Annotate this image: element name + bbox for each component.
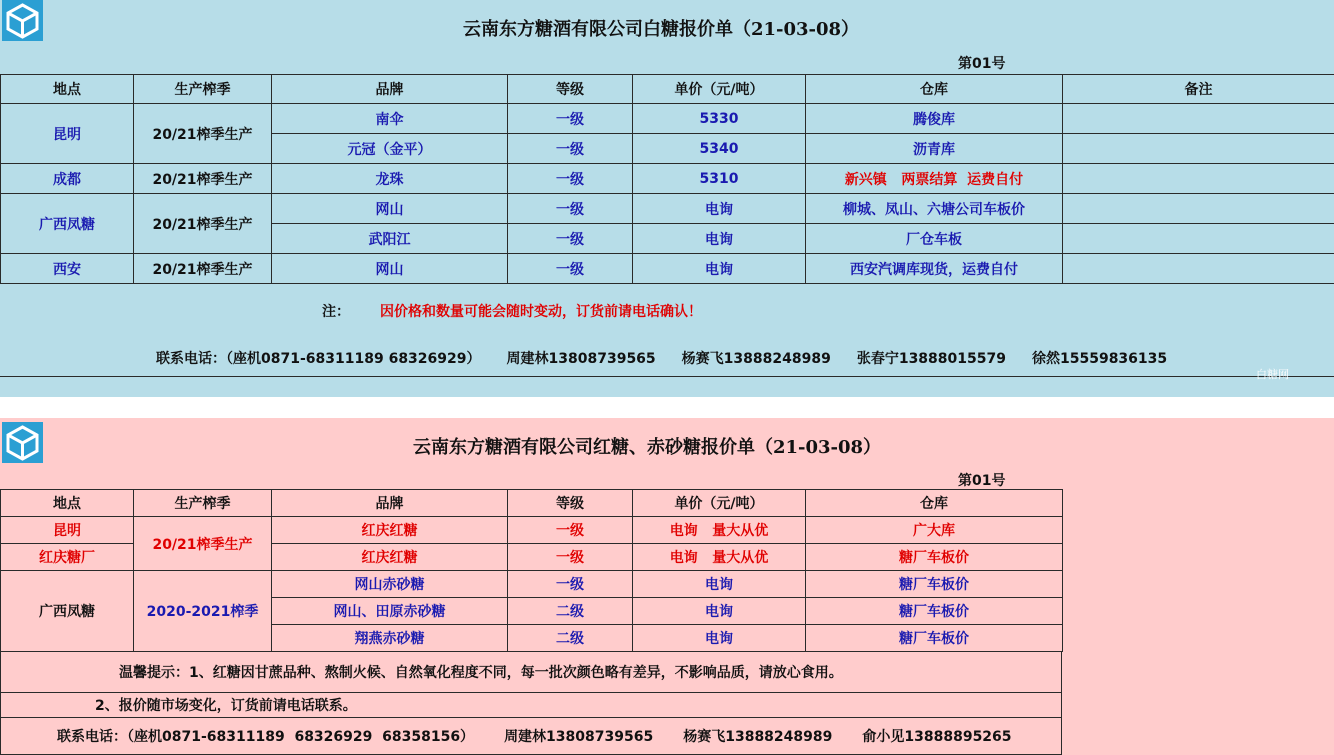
season-cell: 20/21榨季生产 — [134, 254, 272, 284]
grade-cell: 一级 — [508, 517, 633, 544]
price-cell: 5340 — [633, 134, 806, 164]
brand-cell: 网山、田原赤砂糖 — [272, 598, 508, 625]
remark-cell — [1063, 104, 1334, 134]
price-cell: 电询 — [633, 625, 806, 652]
brand-cell: 网山 — [272, 254, 508, 284]
brand-cell: 网山 — [272, 194, 508, 224]
remark-cell — [1063, 254, 1334, 284]
column-header: 等级 — [508, 75, 633, 104]
notice-label: 注： — [322, 304, 350, 320]
table-row — [1, 104, 1334, 134]
column-header: 单价（元/吨） — [633, 75, 806, 104]
notice-text: 因价格和数量可能会随时变动，订货前请电话确认！ — [380, 304, 702, 320]
column-header: 地点 — [1, 490, 134, 517]
warehouse-cell: 糖厂车板价 — [806, 544, 1063, 571]
table-row — [1, 194, 1334, 224]
column-header: 备注 — [1063, 75, 1334, 104]
location-cell: 昆明 — [1, 517, 134, 544]
warehouse-cell: 柳城、凤山、六塘公司车板价 — [806, 194, 1063, 224]
column-header: 生产榨季 — [134, 75, 272, 104]
remark-cell — [1063, 164, 1334, 194]
price-cell: 电询 量大从优 — [633, 517, 806, 544]
warehouse-cell: 西安汽调库现货，运费自付 — [806, 254, 1063, 284]
location-cell: 广西凤糖 — [1, 571, 134, 652]
brand-cell: 武阳江 — [272, 224, 508, 254]
price-cell: 5310 — [633, 164, 806, 194]
warehouse-cell: 沥青库 — [806, 134, 1063, 164]
divider — [0, 376, 1334, 377]
column-header: 单价（元/吨） — [633, 490, 806, 517]
warehouse-cell: 厂仓车板 — [806, 224, 1063, 254]
location-cell: 广西凤糖 — [1, 194, 134, 254]
price-cell: 电询 — [633, 194, 806, 224]
grade-cell: 二级 — [508, 625, 633, 652]
contact-label: 联系电话：（座机0871-68311189 68326929 68358156） — [57, 729, 475, 745]
grade-cell: 一级 — [508, 544, 633, 571]
contact-info — [0, 718, 1062, 755]
warehouse-cell: 糖厂车板价 — [806, 571, 1063, 598]
location-cell: 昆明 — [1, 104, 134, 164]
table-row — [1, 571, 1063, 598]
grade-cell: 一级 — [508, 104, 633, 134]
brand-cell: 红庆红糖 — [272, 544, 508, 571]
brand-cell: 红庆红糖 — [272, 517, 508, 544]
warehouse-cell: 腾俊库 — [806, 104, 1063, 134]
price-cell: 电询 — [633, 254, 806, 284]
grade-cell: 一级 — [508, 571, 633, 598]
brand-cell: 网山赤砂糖 — [272, 571, 508, 598]
contact-info — [156, 348, 1334, 368]
column-header: 品牌 — [272, 490, 508, 517]
document-number: 第01号 — [958, 473, 1006, 489]
watermark: 白糖网 — [1256, 368, 1289, 381]
grade-cell: 二级 — [508, 598, 633, 625]
remark-cell — [1063, 134, 1334, 164]
contact-person: 周建林13808739565 — [506, 351, 656, 367]
location-cell: 西安 — [1, 254, 134, 284]
grade-cell: 一级 — [508, 194, 633, 224]
brand-cell: 翔燕赤砂糖 — [272, 625, 508, 652]
warehouse-cell: 新兴镇 两票结算 运费自付 — [806, 164, 1063, 194]
white-sugar-price-table — [0, 74, 1334, 284]
season-cell: 20/21榨季生产 — [134, 104, 272, 164]
contact-person: 杨赛飞13888248989 — [683, 729, 833, 745]
column-header: 品牌 — [272, 75, 508, 104]
price-cell: 电询 量大从优 — [633, 544, 806, 571]
column-header: 仓库 — [806, 490, 1063, 517]
grade-cell: 一级 — [508, 224, 633, 254]
contact-label: 联系电话：（座机0871-68311189 68326929） — [156, 351, 481, 367]
table-row — [1, 254, 1334, 284]
location-cell: 成都 — [1, 164, 134, 194]
warm-tip-2: 2、报价随市场变化，订货前请电话联系。 — [0, 693, 1062, 718]
column-header: 生产榨季 — [134, 490, 272, 517]
grade-cell: 一级 — [508, 164, 633, 194]
location-cell: 红庆糖厂 — [1, 544, 134, 571]
table-row — [1, 164, 1334, 194]
remark-cell — [1063, 194, 1334, 224]
remark-cell — [1063, 224, 1334, 254]
warehouse-cell: 糖厂车板价 — [806, 598, 1063, 625]
column-header: 等级 — [508, 490, 633, 517]
grade-cell: 一级 — [508, 254, 633, 284]
price-cell: 电询 — [633, 224, 806, 254]
season-cell: 20/21榨季生产 — [134, 194, 272, 254]
brown-sugar-price-table — [0, 489, 1063, 652]
grade-cell: 一级 — [508, 134, 633, 164]
contact-person: 张春宁13888015579 — [856, 351, 1006, 367]
notice — [322, 301, 1334, 321]
price-cell: 电询 — [633, 571, 806, 598]
brand-cell: 龙珠 — [272, 164, 508, 194]
season-cell: 2020-2021榨季 — [134, 571, 272, 652]
season-cell: 20/21榨季生产 — [134, 164, 272, 194]
price-cell: 5330 — [633, 104, 806, 134]
table-header-row — [1, 75, 1334, 104]
contact-person: 徐然15559836135 — [1031, 351, 1168, 367]
brand-cell: 南伞 — [272, 104, 508, 134]
column-header: 仓库 — [806, 75, 1063, 104]
page-title: 云南东方糖酒有限公司白糖报价单（21-03-08） — [462, 19, 860, 40]
page-title: 云南东方糖酒有限公司红糖、赤砂糖报价单（21-03-08） — [412, 437, 882, 458]
season-cell: 20/21榨季生产 — [134, 517, 272, 571]
contact-person: 俞小见13888895265 — [862, 729, 1012, 745]
warm-tip-1: 温馨提示：1、红糖因甘蔗品种、熬制火候、自然氧化程度不同，每一批次颜色略有差异，不影响品质，请放心食用。 — [0, 651, 1062, 693]
price-cell: 电询 — [633, 598, 806, 625]
warehouse-cell: 广大库 — [806, 517, 1063, 544]
warehouse-cell: 糖厂车板价 — [806, 625, 1063, 652]
contact-person: 周建林13808739565 — [504, 729, 654, 745]
table-row — [1, 517, 1063, 544]
contact-person: 杨赛飞13888248989 — [681, 351, 831, 367]
brand-cell: 元冠（金平） — [272, 134, 508, 164]
column-header: 地点 — [1, 75, 134, 104]
table-header-row — [1, 490, 1063, 517]
brown-sugar-quote-sheet — [0, 418, 1334, 755]
document-number: 第01号 — [958, 56, 1006, 72]
